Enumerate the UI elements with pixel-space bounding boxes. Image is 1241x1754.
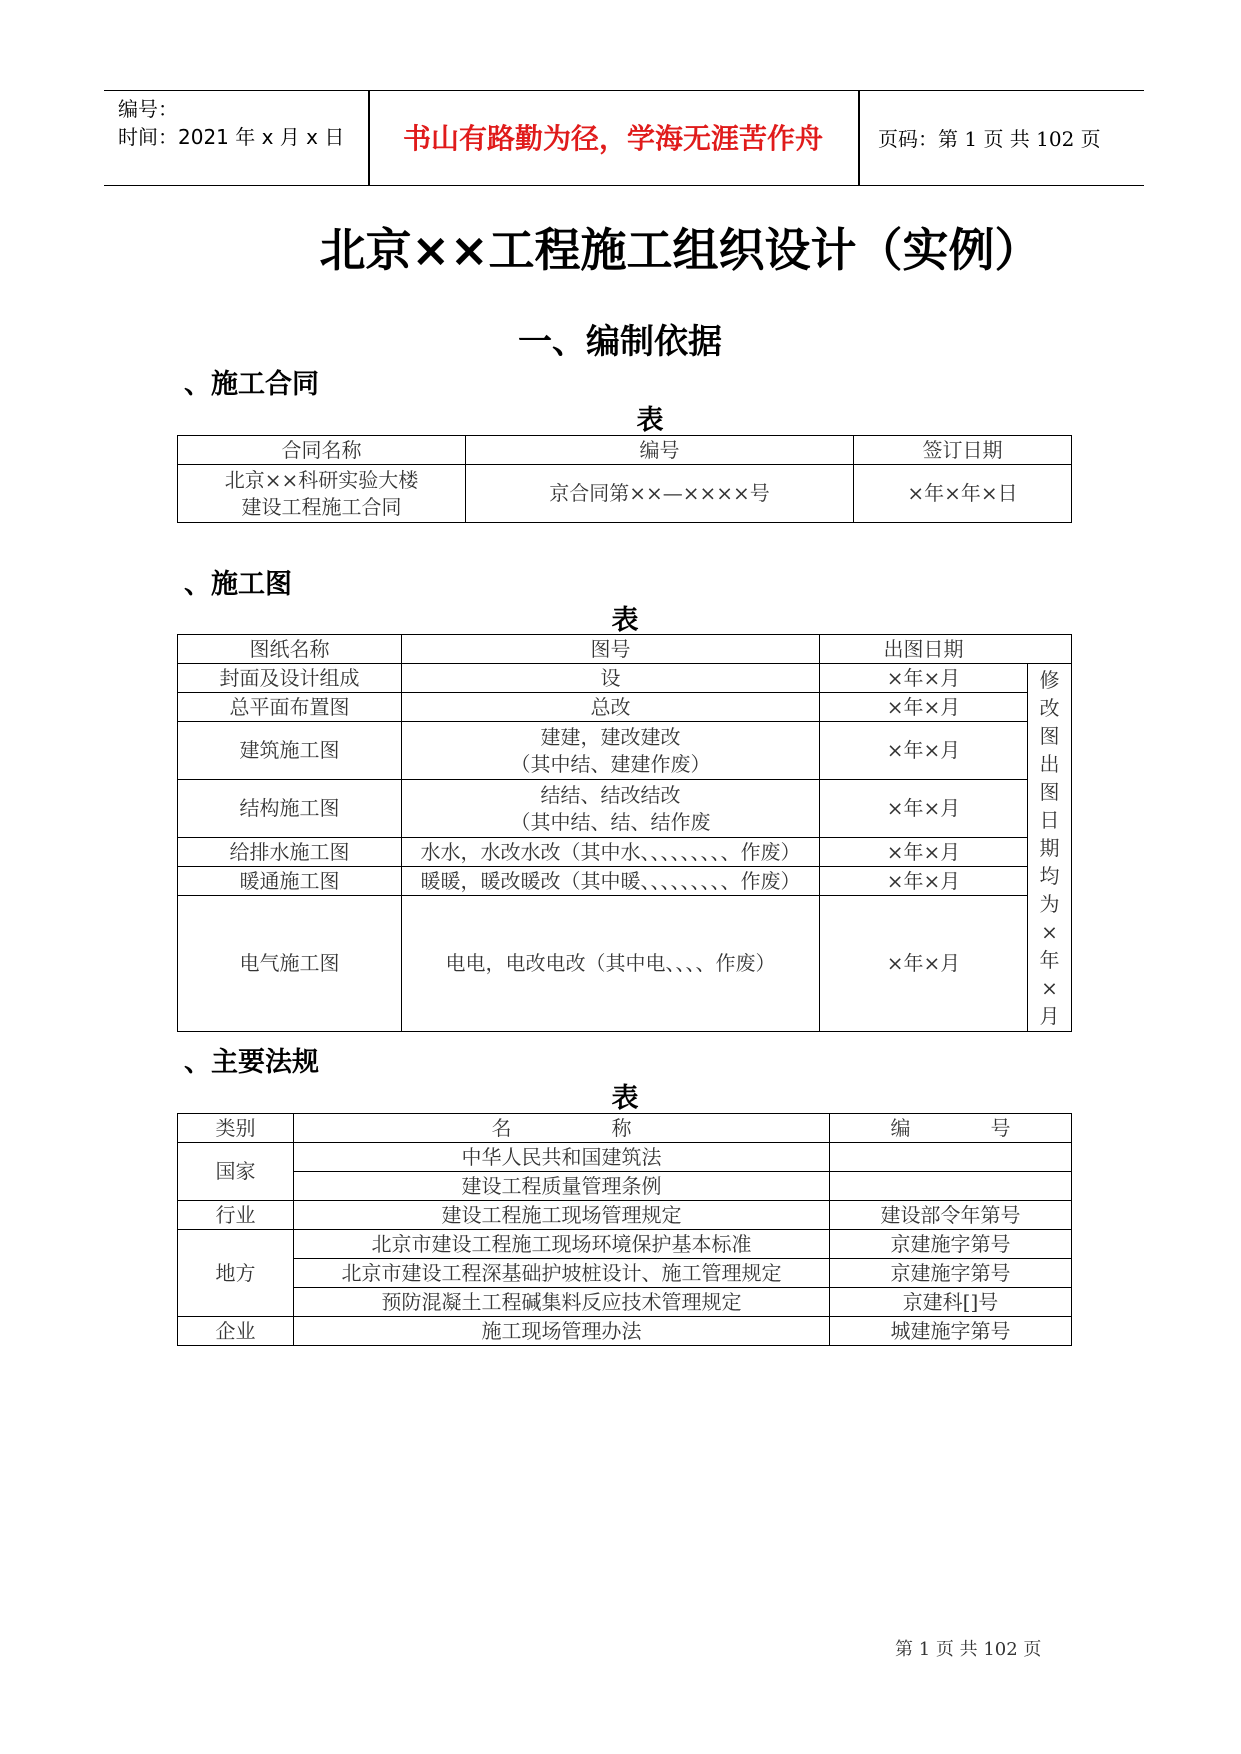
contract-date-cell: ×年×年×日 [854, 465, 1072, 523]
regulation-name-cell: 建设工程施工现场管理规定 [294, 1201, 830, 1230]
drawing-date-cell: ×年×月 [820, 664, 1028, 693]
header-cell: 名 称 [294, 1114, 830, 1143]
drawing-code-line: （其中结、建建作废） [510, 751, 711, 776]
table-header-row [178, 1114, 1072, 1143]
contract-name-cell [178, 465, 466, 523]
regulation-name-cell: 中华人民共和国建筑法 [294, 1143, 830, 1172]
side-note-cell [1028, 664, 1072, 1032]
drawing-code-cell [402, 722, 820, 780]
header-cell: 编号 [466, 436, 854, 465]
header-cell-text: 出图日期 [883, 636, 964, 661]
drawing-code-line: （其中结、结、结作废 [510, 809, 711, 834]
drawing-name-cell: 总平面布置图 [178, 693, 402, 722]
drawing-name-cell: 封面及设计组成 [178, 664, 402, 693]
header-page-info: 页码：第 1 页 共 102 页 [878, 127, 1101, 151]
contract-table [177, 435, 1072, 523]
regulation-code-cell: 京建施字第号 [830, 1259, 1072, 1288]
table-row [178, 896, 1072, 1032]
drawing-code-cell: 设 [402, 664, 820, 693]
drawing-date-cell: ×年×月 [820, 722, 1028, 780]
contract-number-cell: 京合同第××—××××号 [466, 465, 854, 523]
regulation-code-cell: 建设部令年第号 [830, 1201, 1072, 1230]
document-title: 北京××工程施工组织设计（实例） [319, 223, 1041, 277]
drawings-table [177, 634, 1072, 1032]
table-row [178, 1201, 1072, 1230]
doc-time-label: 时间：2021 年 x 月 x 日 [118, 125, 345, 149]
drawing-date-cell: ×年×月 [820, 896, 1028, 1032]
table-header-row [178, 635, 1072, 664]
table-row [178, 1259, 1072, 1288]
regulations-table [177, 1113, 1072, 1346]
table-row [178, 838, 1072, 867]
drawing-date-cell: ×年×月 [820, 838, 1028, 867]
doc-number-label: 编号： [118, 97, 178, 121]
drawing-code-line: 建建，建改建改 [540, 724, 681, 749]
drawing-code-cell: 总改 [402, 693, 820, 722]
contract-name-line: 北京××科研实验大楼 [224, 467, 419, 492]
table-row [178, 664, 1072, 693]
header-cell: 合同名称 [178, 436, 466, 465]
drawing-name-cell: 电气施工图 [178, 896, 402, 1032]
drawing-code-cell: 水水，水改水改（其中水、、、、、、、、、作废） [402, 838, 820, 867]
regulation-name-cell: 预防混凝土工程碱集料反应技术管理规定 [294, 1288, 830, 1317]
header-motto: 书山有路勤为径，学海无涯苦作舟 [402, 122, 823, 155]
regulation-code-cell: 城建施字第号 [830, 1317, 1072, 1346]
table-row [178, 722, 1072, 780]
drawing-code-line: 结结、结改结改 [540, 782, 681, 807]
table-row [178, 1143, 1072, 1172]
table-row [178, 693, 1072, 722]
table-caption: 表 [611, 1083, 639, 1114]
regulation-name-cell: 北京市建设工程深基础护坡桩设计、施工管理规定 [294, 1259, 830, 1288]
drawing-date-cell: ×年×月 [820, 780, 1028, 838]
regulation-name-cell: 建设工程质量管理条例 [294, 1172, 830, 1201]
header-cell: 图号 [402, 635, 820, 664]
category-cell: 企业 [178, 1317, 294, 1346]
regulation-code-cell [830, 1143, 1072, 1172]
drawing-code-cell: 暖暖，暖改暖改（其中暖、、、、、、、、、作废） [402, 867, 820, 896]
table-caption: 表 [636, 405, 664, 436]
category-cell: 地方 [178, 1230, 294, 1317]
drawing-name-cell: 暖通施工图 [178, 867, 402, 896]
drawing-name-cell: 结构施工图 [178, 780, 402, 838]
table-row [178, 465, 1072, 523]
table-row [178, 780, 1072, 838]
subsection-heading-regulations: 、主要法规 [184, 1047, 319, 1078]
table-row [178, 1288, 1072, 1317]
drawing-date-cell: ×年×月 [820, 867, 1028, 896]
regulation-code-cell [830, 1172, 1072, 1201]
regulation-code-cell: 京建施字第号 [830, 1230, 1072, 1259]
drawing-code-cell: 电电，电改电改（其中电、、、、作废） [402, 896, 820, 1032]
page-footer: 第 1 页 共 102 页 [895, 1639, 1042, 1660]
table-row [178, 1317, 1072, 1346]
subsection-heading-contract: 、施工合同 [184, 369, 319, 400]
table-row [178, 867, 1072, 896]
table-row [178, 1230, 1072, 1259]
header-cell [820, 635, 1072, 664]
drawing-code-cell [402, 780, 820, 838]
category-cell: 国家 [178, 1143, 294, 1201]
table-header-row [178, 436, 1072, 465]
drawing-date-cell: ×年×月 [820, 693, 1028, 722]
side-note-text: 修改图出图日期均为×年×月 [1039, 668, 1060, 1028]
page-header [104, 90, 1144, 186]
header-cell: 类别 [178, 1114, 294, 1143]
category-cell: 行业 [178, 1201, 294, 1230]
table-row [178, 1172, 1072, 1201]
regulation-name-cell: 北京市建设工程施工现场环境保护基本标准 [294, 1230, 830, 1259]
drawing-name-cell: 给排水施工图 [178, 838, 402, 867]
drawing-name-cell: 建筑施工图 [178, 722, 402, 780]
contract-name-line: 建设工程施工合同 [241, 494, 402, 519]
section-heading: 一、编制依据 [518, 322, 722, 362]
header-cell: 编 号 [830, 1114, 1072, 1143]
regulation-code-cell: 京建科[]号 [830, 1288, 1072, 1317]
table-caption: 表 [611, 605, 639, 636]
header-cell: 图纸名称 [178, 635, 402, 664]
regulation-name-cell: 施工现场管理办法 [294, 1317, 830, 1346]
subsection-heading-drawings: 、施工图 [184, 569, 292, 600]
header-divider [858, 91, 860, 185]
header-meta [118, 95, 344, 151]
header-cell: 签订日期 [854, 436, 1072, 465]
